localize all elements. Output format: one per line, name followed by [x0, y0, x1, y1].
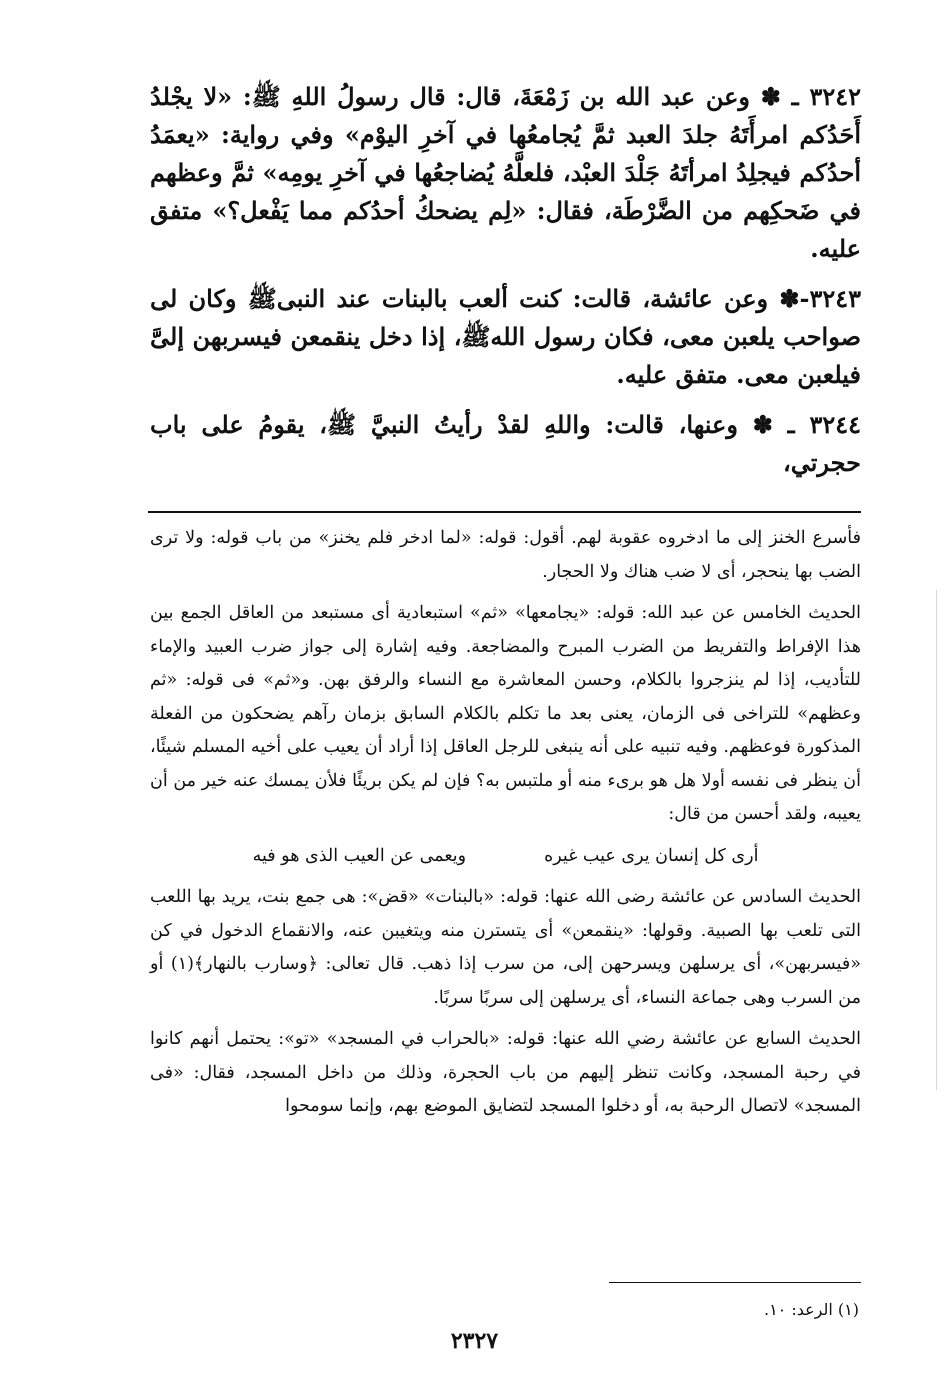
- footnote: (١) الرعد: ١٠.: [763, 1300, 859, 1319]
- verse-first-hemistich: أرى كل إنسان يرى عيب غيره: [544, 845, 759, 866]
- main-text-divider: [148, 511, 861, 513]
- commentary-paragraph: الحديث السابع عن عائشة رضي الله عنها: قوله: «بالحراب في المسجد» «تو»: يحتمل أنهم كانوا في رحبة المسجد، وكانت تنظر إليهم من باب الحجرة، وذلك من داخل المسجد، فقال: «فى المسجد» لاتصال الرحبة به، أو دخلوا المسجد لتضايق الموضع بهم، وإنما سومحوا: [150, 1029, 861, 1116]
- commentary-text: [150, 522, 861, 1132]
- hadith-text: [150, 78, 861, 494]
- commentary-paragraph: فأسرع الخنز إلى ما ادخروه عقوبة لهم. أقول: قوله: «لما ادخر فلم يخنز» من باب قوله: ولا ترى الضب بها ينحجر، أى لا ضب هناك ولا الحجار.: [150, 528, 861, 582]
- commentary-paragraph: الحديث الخامس عن عبد الله: قوله: «يجامعها» «ثم» استبعادية أى مستبعد من العاقل الجمع بين هذا الإفراط والتفريط من الضرب المبرح والمضاجعة. وفيه إشارة إلى جواز ضرب العبيد والإماء للتأديب، إذا لم ينزجروا بالكلام، وحسن المعاشرة مع النساء والرفق بهن. و«ثم» فى قوله: «ثم وعظهم» للتراخى فى الزمان، يعنى بعد ما تكلم بالكلام السابق بزمان رآهم يضحكون من الفعلة المذكورة فوعظهم. وفيه تنبيه على أنه ينبغى للرجل العاقل إذا أراد أن يعيب على أخيه المسلم شيئًا، أن ينظر فى نفسه أولا هل هو برىء منه أو ملتبس به؟ فإن لم يكن بريئًا فلأن يمسك عنه خير من أن يعيبه، ولقد أحسن من قال:: [150, 603, 861, 824]
- page-number: ٢٣٢٧: [450, 1328, 499, 1354]
- scan-edge-line: [936, 590, 937, 1090]
- verse-second-hemistich: ويعمى عن العيب الذى هو فيه: [252, 845, 467, 866]
- hadith-3243: ٣٢٤٣-✽ وعن عائشة، قالت: كنت ألعب بالبنات عند النبىﷺ وكان لى صواحب يلعبن معى، فكان رسول اللهﷺ، إذا دخل ينقمعن فيسربهن إلىَّ فيلعبن معى. متفق عليه.: [150, 284, 861, 389]
- footnote-divider: [609, 1282, 861, 1283]
- commentary-paragraph: الحديث السادس عن عائشة رضى الله عنها: قوله: «بالبنات» «قض»: هى جمع بنت، يريد بها اللعب التى تلعب بها الصبية. وقولها: «ينقمعن» أى يتسترن منه ويتغيبن عنه، والانقماع الدخول في كن «فيسربهن»، أى يرسلهن ويسرحهن إلى، من سرب إذا ذهب. قال تعالى: ﴿وسارب بالنهار﴾(١) أو من السرب وهى جماعة النساء، أى يرسلهن إلى سربًا سربًا.: [150, 887, 861, 1008]
- hadith-3242: ٣٢٤٢ ـ ✽ وعن عبد الله بن زَمْعَةَ، قال: قال رسولُ اللهِ ﷺ: «لا يجْلدُ أَحَدُكم امرأَتَهُ جلدَ العبد ثمَّ يُجامعُها في آخرِ اليوْم» وفي رواية: «يعمَدُ أحدُكم فيجلِدُ امرأتَهُ جَلْدَ العبْد، فلعلَّهُ يُضاجعُها في آخرِ يومِه» ثمَّ وعظهم في ضَحكِهم من الضَّرْطَة، فقال: «لِم يضحكُ أحدُكم مما يَفْعل؟» متفق عليه.: [150, 82, 862, 263]
- poetry-verse: [150, 840, 861, 874]
- hadith-3244: ٣٢٤٤ ـ ✽ وعنها، قالت: واللهِ لقدْ رأيتُ النبيَّ ﷺ، يقومُ على باب حجرتي،: [150, 410, 861, 477]
